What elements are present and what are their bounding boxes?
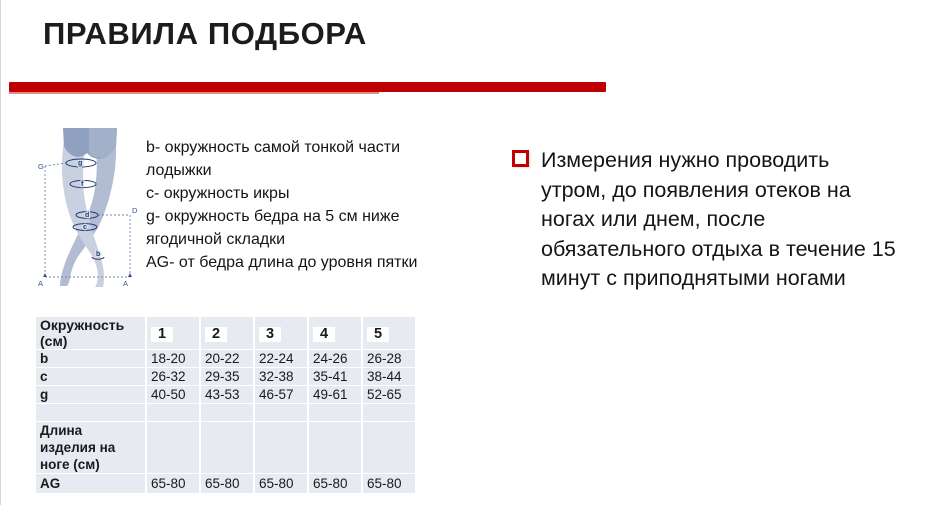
table-cell: 49-61: [309, 386, 363, 404]
definition-line: c- окружность икры: [146, 185, 290, 202]
table-cell: 65-80: [255, 474, 309, 494]
table-row-b: [36, 350, 417, 368]
table-cell: [201, 422, 255, 474]
table-header-row: [36, 317, 417, 350]
table-cell: 65-80: [147, 474, 201, 494]
table-cell: 65-80: [201, 474, 255, 494]
definition-line: g- окружность бедра на 5 см ниже: [146, 208, 400, 225]
note-line: ногах или днем, после: [541, 207, 766, 231]
header-cell: [309, 317, 363, 350]
table-cell: 40-50: [147, 386, 201, 404]
header-cell: [201, 317, 255, 350]
note-line: минут с приподнятыми ногами: [541, 266, 846, 290]
size-number: 5: [367, 327, 389, 342]
table-cell: 35-41: [309, 368, 363, 386]
table-cell: 65-80: [309, 474, 363, 494]
table-cell: 43-53: [201, 386, 255, 404]
figure-label-G: G: [38, 162, 44, 171]
measure-label-g: g: [78, 160, 83, 167]
table-cell: 46-57: [255, 386, 309, 404]
table-cell: [309, 422, 363, 474]
figure-label-A-right: A: [123, 279, 129, 288]
definition-line: ягодичной складки: [146, 231, 286, 248]
table-cell: [255, 422, 309, 474]
size-number: 3: [259, 327, 281, 342]
legs-measurement-diagram-icon: [37, 126, 139, 292]
table-row-c: [36, 368, 417, 386]
legs-diagram-svg: [37, 126, 139, 292]
table-cell: [147, 404, 201, 422]
size-number: 1: [151, 327, 173, 342]
table-cell: 32-38: [255, 368, 309, 386]
note-line: обязательного отдыха в течение 15: [541, 236, 896, 261]
size-table: [36, 317, 417, 494]
table-cell: [255, 404, 309, 422]
table-row-ag: [36, 474, 417, 494]
note-line: утром, до появления отеков на: [541, 177, 851, 202]
table-cell: 65-80: [363, 474, 417, 494]
row-label: AG: [36, 474, 147, 494]
header-cell: Окружность (см): [36, 317, 147, 350]
size-number: 2: [205, 327, 227, 342]
measure-label-c: c: [83, 224, 87, 231]
row-label: c: [36, 368, 147, 386]
header-cell: [363, 317, 417, 350]
table-row-length-header: [36, 422, 417, 474]
row-label: b: [36, 350, 147, 368]
title-underline-bar: [9, 82, 606, 92]
table-cell: 22-24: [255, 350, 309, 368]
table-row-g: [36, 386, 417, 404]
definition-line: b- окружность самой тонкой части: [146, 139, 401, 156]
table-cell: 26-32: [147, 368, 201, 386]
table-cell: 29-35: [201, 368, 255, 386]
figure-label-D: D: [132, 206, 138, 215]
table-cell: 38-44: [363, 368, 417, 386]
corner-arrows: [43, 273, 132, 277]
header-cell: [255, 317, 309, 350]
square-bullet-icon: [512, 150, 529, 167]
table-row-spacer: [36, 404, 417, 422]
measure-label-d: d: [85, 212, 90, 219]
table-cell: [147, 422, 201, 474]
measure-label-f: f: [81, 181, 84, 188]
table-cell: [309, 404, 363, 422]
definition-line: лодыжки: [146, 162, 212, 179]
table-cell: 20-22: [201, 350, 255, 368]
row-label: Длина изделия на ноге (см): [36, 422, 147, 474]
note-text: [541, 146, 918, 294]
table-cell: 24-26: [309, 350, 363, 368]
definition-line: AG- от бедра длина до уровня пятки: [146, 254, 418, 271]
table-cell: [201, 404, 255, 422]
figure-label-A-left: A: [38, 279, 44, 288]
table-cell: 26-28: [363, 350, 417, 368]
table-cell: 18-20: [147, 350, 201, 368]
note-line: Измерения нужно проводить: [541, 148, 830, 172]
measurement-note: [512, 146, 918, 294]
size-number: 4: [313, 327, 335, 342]
table-cell: 52-65: [363, 386, 417, 404]
row-label: g: [36, 386, 147, 404]
title-underline-bar-shadow: [9, 92, 379, 94]
page-title: ПРАВИЛА ПОДБОРА: [43, 16, 367, 51]
table-cell: [36, 404, 147, 422]
table-cell: [363, 422, 417, 474]
measure-label-b: b: [96, 251, 101, 258]
header-cell: [147, 317, 201, 350]
table-cell: [363, 404, 417, 422]
measurement-definitions: [146, 136, 446, 274]
